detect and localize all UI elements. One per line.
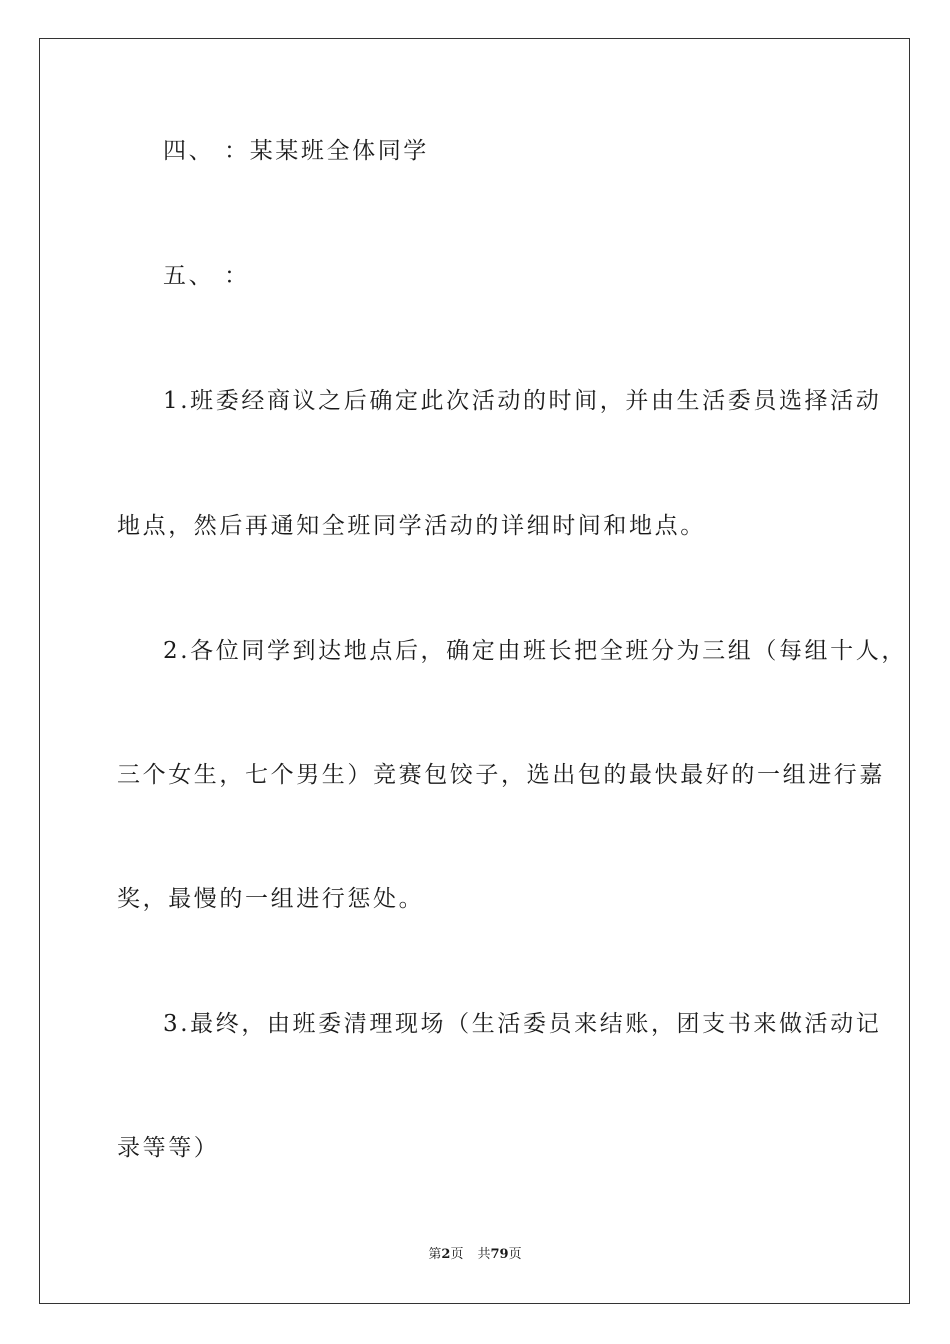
paragraph-line: 三个女生，七个男生）竞赛包饺子，选出包的最快最好的一组进行嘉 — [117, 762, 885, 788]
total-prefix: 共 — [477, 1247, 491, 1262]
paragraph-line: 1.班委经商议之后确定此次活动的时间，并由生活委员选择活动 — [163, 388, 882, 414]
paragraph-line: 录等等） — [117, 1135, 220, 1161]
page-border — [39, 38, 910, 1304]
page-footer — [0, 1246, 950, 1264]
page-prefix: 第 — [428, 1247, 442, 1262]
total-suffix: 页 — [508, 1247, 522, 1262]
current-page-number: 2 — [441, 1247, 451, 1262]
section-four-line: 四、 ：某某班全体同学 — [163, 138, 429, 164]
total-pages-number: 79 — [490, 1247, 509, 1262]
paragraph-line: 地点，然后再通知全班同学活动的详细时间和地点。 — [117, 513, 706, 539]
paragraph-line: 3.最终，由班委清理现场（生活委员来结账，团支书来做活动记 — [163, 1011, 882, 1037]
paragraph-line: 奖，最慢的一组进行惩处。 — [117, 886, 425, 912]
page-suffix: 页 — [450, 1247, 464, 1262]
paragraph-line: 2.各位同学到达地点后，确定由班长把全班分为三组（每组十人， — [163, 638, 907, 664]
section-five-line: 五、 ： — [163, 263, 250, 289]
